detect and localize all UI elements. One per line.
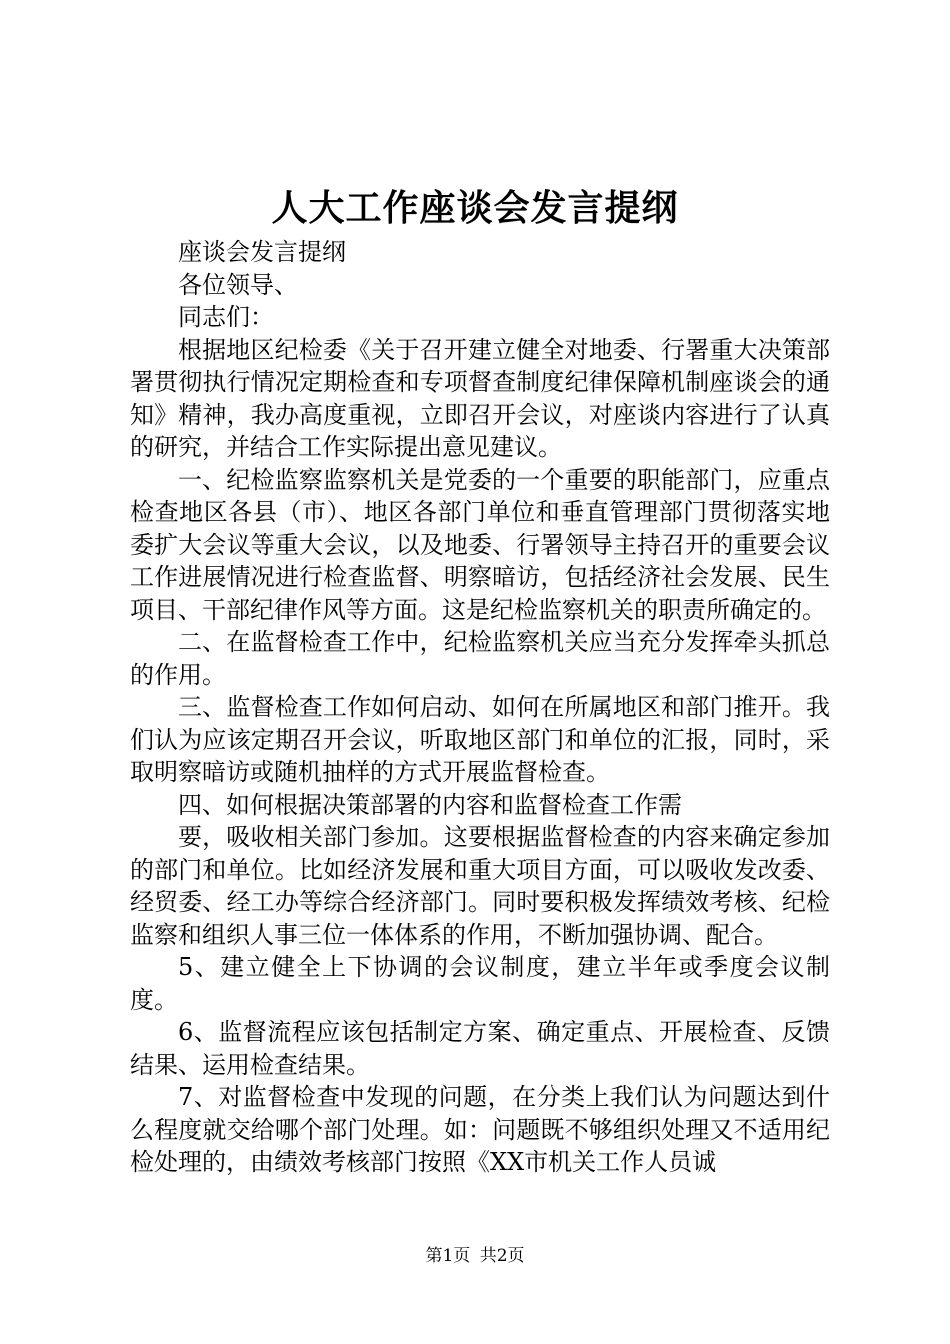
paragraph-point-4: 四、如何根据决策部署的内容和监督检查工作需 xyxy=(178,790,682,819)
page-number: 第1页 xyxy=(425,1246,471,1266)
paragraph-point-7: 7、对监督检查中发现的问题，在分类上我们认为问题达到什么程度就交给哪个部门处理。如：问题既不够组织处理又不适用纪检处理的，由绩效考核部门按照《XX市机关工作人员诚 xyxy=(130,1083,830,1176)
paragraph-intro: 根据地区纪检委《关于召开建立健全对地委、行署重大决策部署贯彻执行情况定期检查和专项督查制度纪律保障机制座谈会的通知》精神，我办高度重视，立即召开会议，对座谈内容进行了认真的研究，并结合工作实际提出意见建议。 xyxy=(130,335,830,461)
paragraph-point-6: 6、监督流程应该包括制定方案、确定重点、开展检查、反馈结果、运用检查结果。 xyxy=(130,1018,830,1079)
document-body xyxy=(130,236,830,1179)
page-footer xyxy=(0,1244,950,1268)
paragraph-point-5: 5、建立健全上下协调的会议制度，建立半年或季度会议制度。 xyxy=(130,953,830,1014)
paragraph-salutation-2: 同志们： xyxy=(178,303,274,331)
document-title: 人大工作座谈会发言提纲 xyxy=(271,187,679,229)
paragraph-point-4-cont: 要，吸收相关部门参加。这要根据监督检查的内容来确定参加的部门和单位。比如经济发展和重大项目方面，可以吸收发改委、经贸委、经工办等综合经济部门。同时要积极发挥绩效考核、纪检监察和组织人事三位一体体系的作用，不断加强协调、配合。 xyxy=(130,823,830,949)
paragraph-point-2: 二、在监督检查工作中，纪检监察机关应当充分发挥牵头抓总的作用。 xyxy=(130,628,830,689)
page-total: 共2页 xyxy=(479,1246,525,1266)
paragraph-point-1: 一、纪检监察监察机关是党委的一个重要的职能部门，应重点检查地区各县（市）、地区各部门单位和垂直管理部门贯彻落实地委扩大会议等重大会议，以及地委、行署领导主持召开的重要会议工作进展情况进行检查监督、明察暗访，包括经济社会发展、民生项目、干部纪律作风等方面。这是纪检监察机关的职责所确定的。 xyxy=(130,465,830,624)
paragraph-heading: 座谈会发言提纲 xyxy=(178,238,346,266)
paragraph-point-3: 三、监督检查工作如何启动、如何在所属地区和部门推开。我们认为应该定期召开会议，听取地区部门和单位的汇报，同时，采取明察暗访或随机抽样的方式开展监督检查。 xyxy=(130,693,830,786)
paragraph-salutation-1: 各位领导、 xyxy=(178,270,298,299)
